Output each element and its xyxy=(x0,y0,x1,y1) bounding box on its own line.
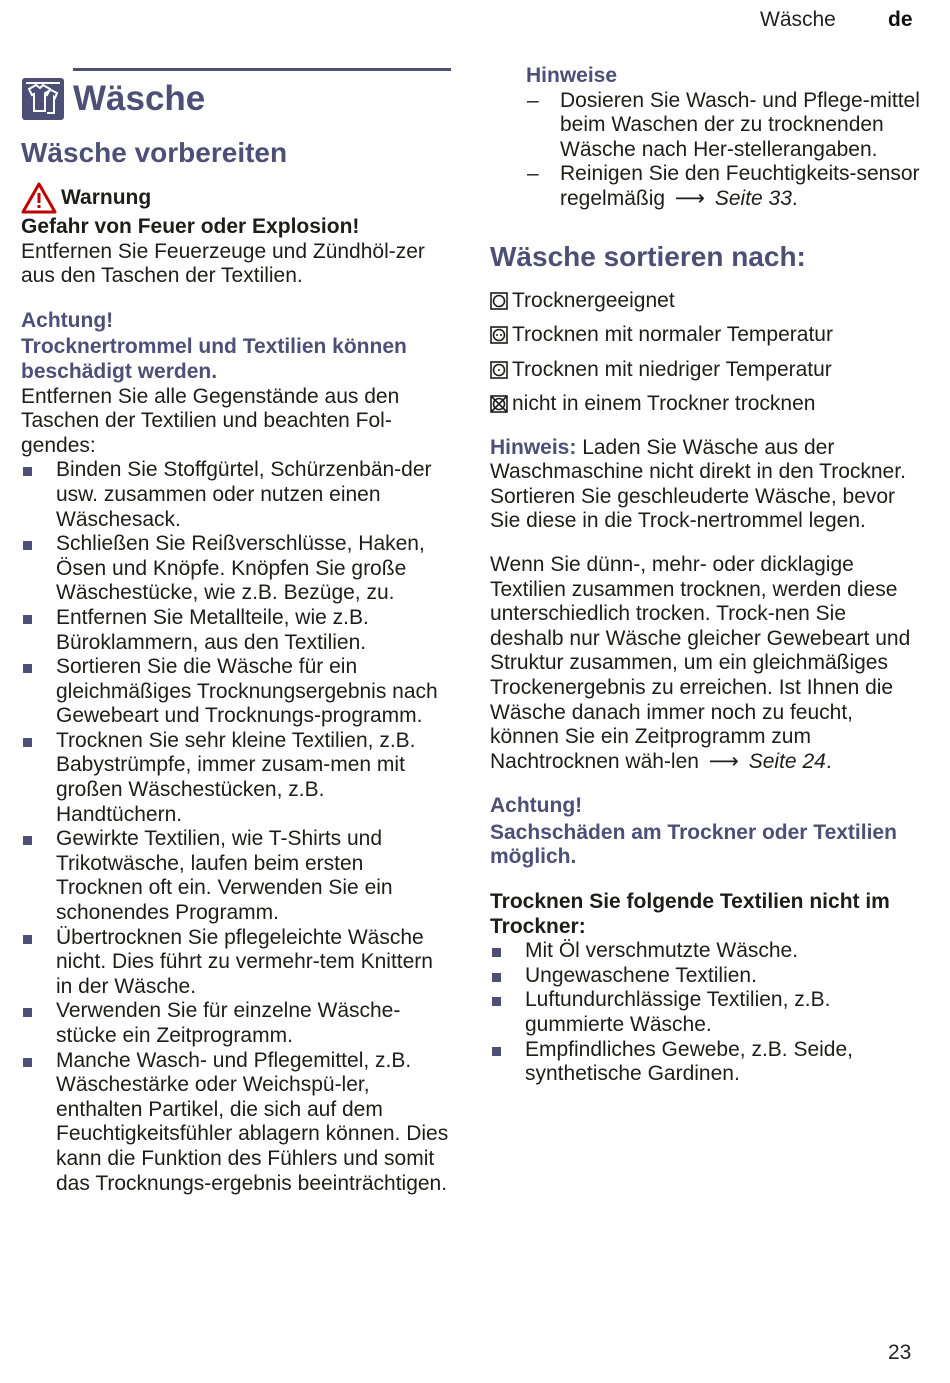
sorting-paragraph xyxy=(490,553,920,774)
section-heading-prepare: Wäsche vorbereiten xyxy=(21,137,288,168)
do-not-tumble-dry-icon xyxy=(490,395,508,413)
arrow-right-icon: ⟶ xyxy=(708,749,739,773)
page-reference-link[interactable]: Seite 33 xyxy=(714,186,792,210)
dryer-low-temp-icon xyxy=(490,361,508,379)
list-item: Binden Sie Stoffgürtel, Schürzenbän-der usw. zusammen oder nutzen einen Wäschesack. xyxy=(21,458,451,532)
warning-text: Entfernen Sie Feuerzeuge und Zündhöl-zer aus den Taschen der Textilien. xyxy=(21,239,425,288)
care-symbol-label: Trocknen mit niedriger Temperatur xyxy=(512,357,832,381)
chapter-title xyxy=(21,77,451,121)
caution-block xyxy=(21,309,451,1196)
caution-block-right xyxy=(490,794,920,870)
warning-triangle-icon xyxy=(21,182,57,214)
note-text: Dosieren Sie Wasch- und Pflege-mittel beim Waschen der zu trocknenden Wäsche nach Her-stellerangaben. xyxy=(560,88,920,161)
list-item: Manche Wasch- und Pflegemittel, z.B. Wäschestärke oder Weichspü-ler, enthalten Partikel, die sich auf dem Feuchtigkeitsfühler ablagern können. Dies kann die Funktion des Fühlers und somit das Trocknungs-ergebnis beeinträchtigen. xyxy=(21,1049,451,1197)
caution-label: Achtung! xyxy=(490,794,583,818)
list-item: Sortieren Sie die Wäsche für ein gleichmäßiges Trocknungsergebnis nach Gewebeart und Trocknungs-programm. xyxy=(21,655,451,729)
hint-label: Hinweis: xyxy=(490,435,577,459)
arrow-right-icon: ⟶ xyxy=(674,186,705,210)
period: . xyxy=(791,186,798,210)
dash-mark: – xyxy=(527,88,539,112)
laundry-icon xyxy=(21,77,65,121)
list-item: Verwenden Sie für einzelne Wäsche-stücke ein Zeitprogramm. xyxy=(21,999,451,1048)
do-not-dry-heading: Trocknen Sie folgende Textilien nicht im Trockner: xyxy=(490,890,890,938)
warning-heading xyxy=(21,181,451,215)
notes-list xyxy=(490,89,920,212)
caution-intro: Entfernen Sie alle Gegenstände aus den Taschen der Textilien und beachten Fol-gendes: xyxy=(21,384,400,457)
caution-headline: Trocknertrommel und Textilien können beschädigt werden. xyxy=(21,335,407,383)
care-symbol-row xyxy=(490,284,920,319)
warning-block xyxy=(21,181,451,289)
note-item xyxy=(490,162,920,211)
note-item xyxy=(490,89,920,163)
care-symbol-label: nicht in einem Trockner trocknen xyxy=(512,392,816,416)
section-heading-sort: Wäsche sortieren nach: xyxy=(490,240,806,272)
caution-list xyxy=(21,458,451,1196)
dash-mark: – xyxy=(527,162,539,186)
left-column xyxy=(21,68,451,1196)
page-reference-link[interactable]: Seite 24 xyxy=(748,749,826,773)
list-item: Schließen Sie Reißverschlüsse, Haken, Ösen und Knöpfe. Knöpfen Sie große Wäschestücke, wie z.B. Bezüge, zu. xyxy=(21,532,451,606)
caution-headline: Sachschäden am Trockner oder Textilien möglich. xyxy=(490,820,897,869)
hint-paragraph xyxy=(490,436,920,534)
list-item: Gewirkte Textilien, wie T-Shirts und Trikotwäsche, laufen beim ersten Trocknen oft ein. Verwenden Sie ein schonendes Programm. xyxy=(21,827,451,925)
care-symbol-row xyxy=(490,387,920,422)
header-language: de xyxy=(888,8,913,31)
right-column xyxy=(490,64,920,1087)
dryer-normal-temp-icon xyxy=(490,326,508,344)
list-item: Entfernen Sie Metallteile, wie z.B. Büroklammern, aus den Textilien. xyxy=(21,606,451,655)
list-item: Trocknen Sie sehr kleine Textilien, z.B. Babystrümpfe, immer zusam-men mit großen Wäschestücken, z.B. Handtüchern. xyxy=(21,729,451,827)
hint-text: Laden Sie Wäsche aus der Waschmaschine nicht direkt in den Trockner. Sortieren Sie geschleuderte Wäsche, bevor Sie diese in die Trock-nertrommel legen. xyxy=(490,435,906,533)
care-symbol-row xyxy=(490,318,920,353)
list-item: Mit Öl verschmutzte Wäsche. xyxy=(490,939,920,964)
header-section: Wäsche xyxy=(760,8,836,31)
list-item: Luftundurchlässige Textilien, z.B. gummierte Wäsche. xyxy=(490,988,920,1037)
notes-label: Hinweise xyxy=(526,64,618,87)
do-not-dry-list xyxy=(490,939,920,1087)
care-symbol-label: Trocknergeeignet xyxy=(512,288,675,312)
period: . xyxy=(825,749,832,773)
note-text: Reinigen Sie den Feuchtigkeits-sensor regelmäßig xyxy=(560,162,920,210)
dryer-safe-icon xyxy=(490,292,508,310)
list-item: Ungewaschene Textilien. xyxy=(490,964,920,989)
title-rule xyxy=(73,68,451,71)
page-number: 23 xyxy=(888,1341,912,1364)
chapter-title-text: Wäsche xyxy=(73,79,206,118)
warning-headline: Gefahr von Feuer oder Explosion! xyxy=(21,215,360,238)
care-symbol-list xyxy=(490,284,920,422)
list-item: Übertrocknen Sie pflegeleichte Wäsche nicht. Dies führt zu vermehr-tem Knittern in der Wäsche. xyxy=(21,926,451,1000)
caution-label: Achtung! xyxy=(21,308,114,332)
care-symbol-label: Trocknen mit normaler Temperatur xyxy=(512,323,833,347)
warning-label: Warnung xyxy=(61,186,152,209)
care-symbol-row xyxy=(490,353,920,388)
sorting-text: Wenn Sie dünn-, mehr- oder dicklagige Textilien zusammen trocknen, werden diese unterschiedlich trocken. Trock-nen Sie deshalb nur Wäsche gleicher Gewebeart und Struktur zusammen, um ein gleichmäßiges Trockenergebnis zu erreichen. Ist Ihnen die Wäsche danach immer noch zu feucht, können Sie ein Zeitprogramm zum Nachtrocknen wäh-len xyxy=(490,552,911,773)
list-item: Empfindliches Gewebe, z.B. Seide, synthetische Gardinen. xyxy=(490,1038,920,1087)
